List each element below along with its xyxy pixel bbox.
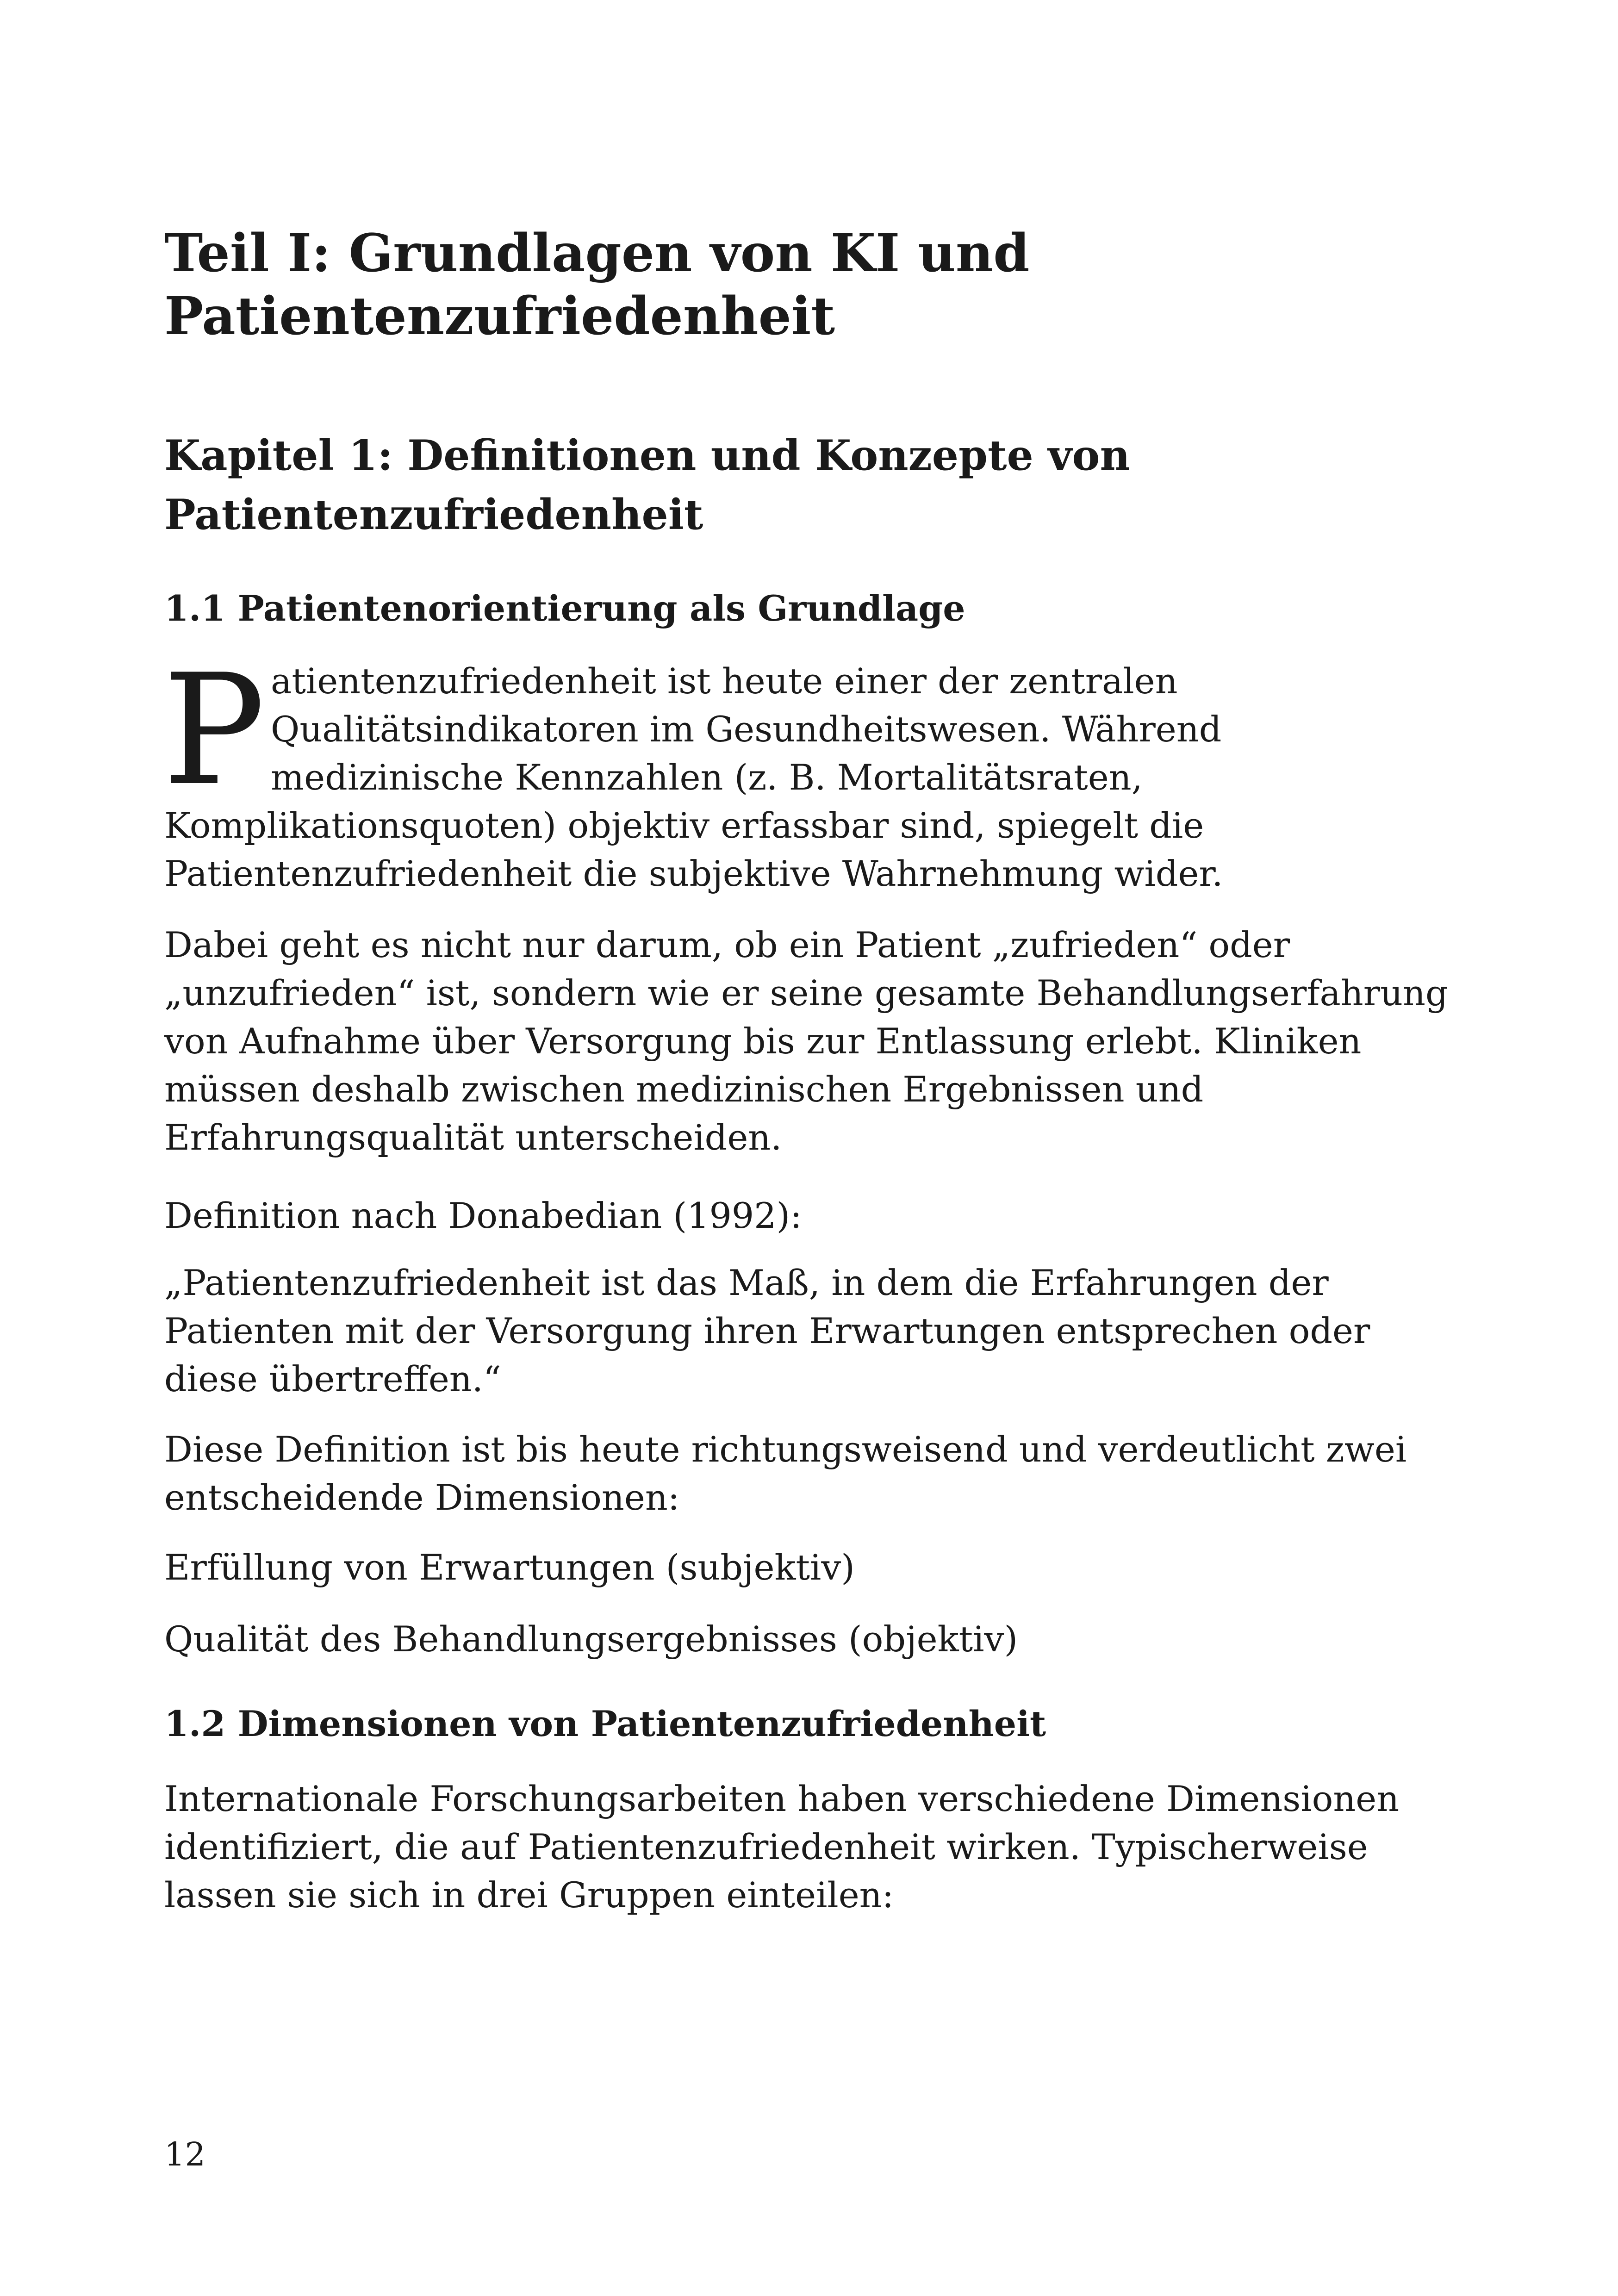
dimension-subjective: Erfüllung von Erwartungen (subjektiv) [164, 1547, 855, 1588]
intro-paragraph [162, 641, 1456, 898]
paragraph-dabei: Dabei geht es nicht nur darum, ob ein Patient „zufrieden“ oder „unzufrieden“ ist, sondern wie er seine gesamte Behandlungserfahrung von Aufnahme über Versorgung bis zur Entlassung erlebt. Kliniken müssen deshalb zwischen medizinischen Ergebnissen und Erfahrungsqualität unterscheiden. [164, 924, 1448, 1158]
section-title-1-1: 1.1 Patientenorientierung als Grundlage [164, 588, 965, 629]
part-title [164, 222, 1456, 348]
part-title-line1: Teil I: Grundlagen von KI und [164, 223, 1030, 284]
definition-intro: Definition nach Donabedian (1992): [164, 1195, 802, 1236]
drop-cap: P [162, 641, 266, 819]
section-title-1-2: 1.2 Dimensionen von Patientenzufriedenheit [164, 1703, 1046, 1744]
page-number: 12 [164, 2135, 206, 2173]
dimension-objective: Qualität des Behandlungsergebnisses (objektiv) [164, 1618, 1018, 1660]
paragraph-international: Internationale Forschungsarbeiten haben verschiedene Dimensionen identifiziert, die auf Patientenzufriedenheit wirken. Typischerweise lassen sie sich in drei Gruppen einteilen: [164, 1778, 1400, 1916]
chapter-title [164, 426, 1456, 544]
chapter-title-line1: Kapitel 1: Definitionen und Konzepte von [164, 431, 1130, 480]
chapter-title-line2: Patientenzufriedenheit [164, 490, 703, 539]
part-title-line2: Patientenzufriedenheit [164, 286, 835, 347]
definition-quote: „Patientenzufriedenheit ist das Maß, in dem die Erfahrungen der Patienten mit der Versorgung ihren Erwartungen entsprechen oder diese übertreffen.“ [164, 1262, 1370, 1400]
paragraph-diese: Diese Definition ist bis heute richtungsweisend und verdeutlicht zwei entscheidende Dimensionen: [164, 1429, 1407, 1518]
intro-paragraph-text: atientenzufriedenheit ist heute einer der zentralen Qualitätsindikatoren im Gesundheitswesen. Während medizinische Kennzahlen (z. B. Mortalitätsraten, Komplikationsquoten) objektiv erfassbar sind, spiegelt die Patientenzufriedenheit die subjektive Wahrnehmung wider. [164, 660, 1223, 894]
